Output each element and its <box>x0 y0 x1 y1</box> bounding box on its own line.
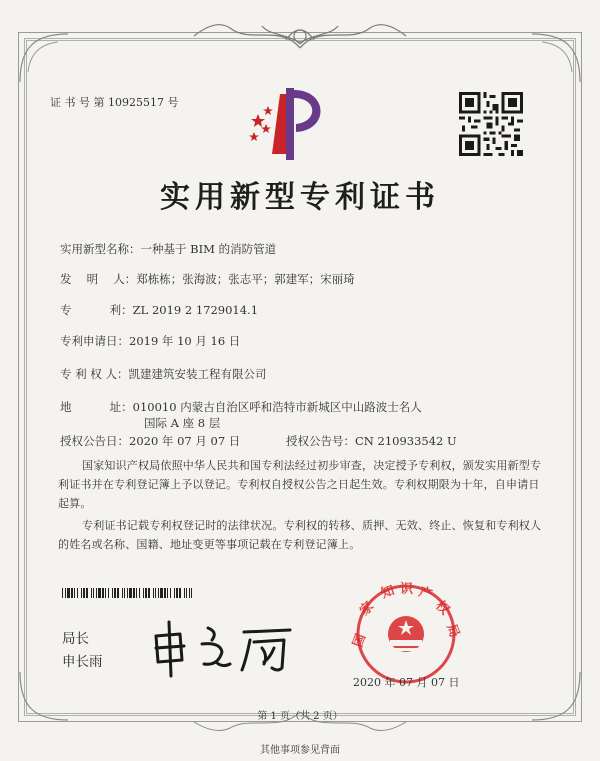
page-number: 第 1 页（共 2 页） <box>257 711 343 722</box>
certificate-number: 证 书 号 第 10925517 号 <box>50 96 179 109</box>
patentee-label: 专 利 权 人： <box>60 367 129 381</box>
address-row <box>60 399 422 415</box>
grant-date-label: 授权公告日： <box>60 434 129 448</box>
inventor-label: 发 明 人： <box>60 272 137 286</box>
utility-model-name-value: 一种基于 BIM 的消防管道 <box>140 242 277 256</box>
cnipa-logo-icon <box>246 84 332 164</box>
legal-status-paragraph: 专利证书记载专利权登记时的法律状况。专利权的转移、质押、无效、终止、恢复和专利权人的姓名或名称、国籍、地址变更等事项记载在专利登记簿上。 <box>58 519 542 551</box>
utility-model-name-label: 实用新型名称： <box>60 242 141 256</box>
seal-date: 2020 年 07 月 07 日 <box>353 676 460 689</box>
patentee-value: 凯建建筑安装工程有限公司 <box>128 367 267 381</box>
handwritten-signature-icon <box>150 618 300 678</box>
address-line1: 010010 内蒙古自治区呼和浩特市新城区中山路波士名人 <box>132 400 422 414</box>
corner-ornament-icon <box>14 28 74 88</box>
official-seal-icon <box>341 576 471 684</box>
grant-date-row <box>60 433 240 449</box>
application-date-value: 2019 年 10 月 16 日 <box>129 334 241 348</box>
svg-text:权: 权 <box>432 598 452 619</box>
grant-statement-paragraph: 国家知识产权局依照中华人民共和国专利法经过初步审查，决定授予专利权，颁发实用新型专利证书并在专利登记簿上予以登记。专利权自授权公告之日起生效。专利权期限为十年，自申请日起算。 <box>58 459 542 510</box>
svg-text:识: 识 <box>400 582 414 597</box>
patentee-row <box>60 366 266 382</box>
grant-number-row <box>286 433 457 449</box>
barcode-icon <box>62 588 192 598</box>
address-line2: 国际 A 座 8 层 <box>144 416 221 430</box>
director-name: 申长雨 <box>62 654 103 670</box>
inventor-value: 郑栋栋；张海波；张志平；郭建军；宋丽琦 <box>136 272 355 286</box>
grant-date-value: 2020 年 07 月 07 日 <box>129 434 241 448</box>
footer-note: 其他事项参见背面 <box>260 745 340 756</box>
svg-text:产: 产 <box>416 584 434 604</box>
patent-number-label: 专 利： <box>60 303 133 317</box>
svg-text:家: 家 <box>357 599 378 619</box>
svg-text:知: 知 <box>379 583 397 602</box>
patent-number-value: ZL 2019 2 1729014.1 <box>132 303 259 317</box>
grant-number-label: 授权公告号： <box>286 434 355 448</box>
application-date-label: 专利申请日： <box>60 334 129 348</box>
utility-model-name-row <box>60 241 276 257</box>
address-label: 地 址： <box>60 400 133 414</box>
qr-code-icon <box>459 92 523 156</box>
corner-ornament-icon <box>526 28 586 88</box>
top-ornament-icon <box>190 14 410 54</box>
application-date-row <box>60 333 240 349</box>
inventor-row <box>60 271 355 287</box>
svg-text:局: 局 <box>443 622 462 640</box>
svg-text:国: 国 <box>350 632 370 650</box>
grant-number-value: CN 210933542 U <box>355 434 457 448</box>
director-title: 局长 <box>62 631 89 647</box>
patent-number-row <box>60 302 258 318</box>
certificate-title: 实用新型专利证书 <box>160 180 440 215</box>
address-line2-row <box>144 415 220 431</box>
